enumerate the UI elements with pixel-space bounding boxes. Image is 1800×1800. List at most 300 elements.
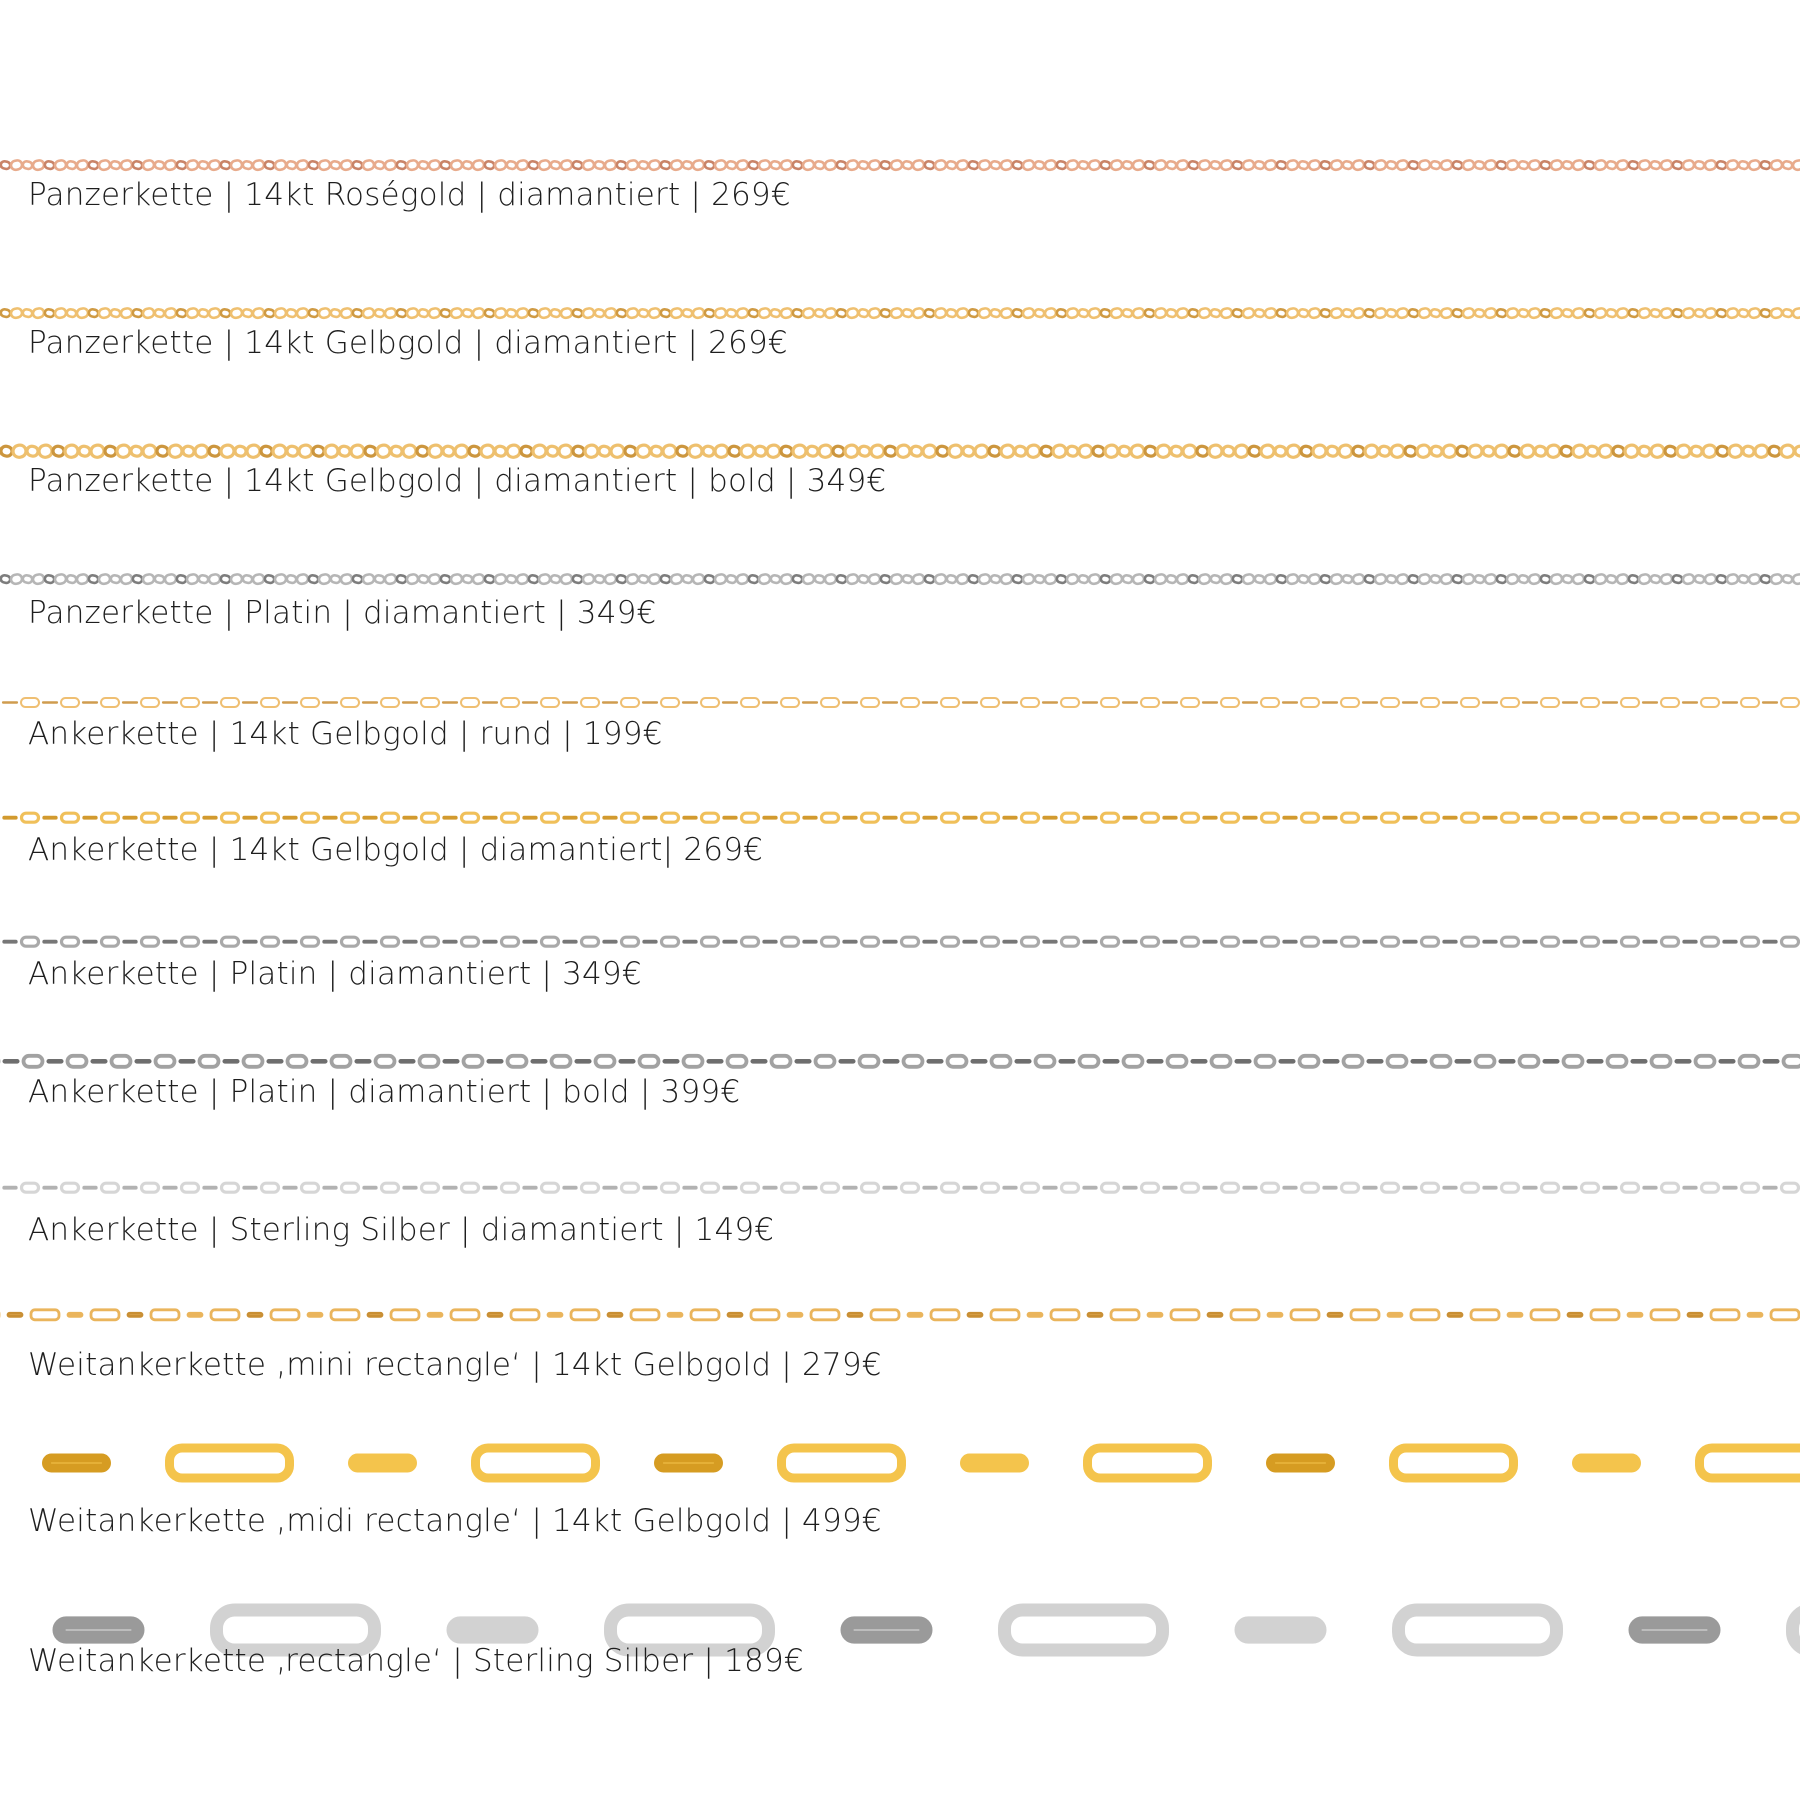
chain-link (1522, 816, 1537, 820)
chain-link (640, 1055, 659, 1066)
chain-link (1474, 160, 1485, 169)
chain-link (572, 160, 583, 169)
chain-link (1248, 445, 1261, 457)
chain-link (1650, 574, 1661, 583)
chain-link (1044, 573, 1057, 584)
chain-link (1664, 445, 1677, 457)
chain-link (222, 1183, 239, 1192)
chain-link (562, 940, 577, 944)
chain-link (962, 701, 978, 703)
chain-link (862, 937, 879, 946)
chain-link (1602, 816, 1617, 820)
chain-link (242, 574, 253, 583)
chain-link (1146, 1059, 1163, 1064)
chain-link (1388, 1313, 1402, 1316)
chain-link (1741, 698, 1759, 707)
chain-link (1454, 1059, 1471, 1064)
chain-link (242, 701, 258, 703)
chain-link (286, 160, 297, 169)
chain-link (762, 940, 777, 944)
chain-link (442, 701, 458, 703)
chain-link (838, 1059, 855, 1064)
chain-link (571, 1310, 599, 1320)
chain-link (1781, 698, 1799, 707)
chain-link (1320, 574, 1331, 583)
chain-link (631, 1310, 659, 1320)
chain-link (22, 160, 33, 169)
chain-link (1220, 159, 1233, 170)
chain-link (714, 307, 727, 318)
chain-link (594, 160, 605, 169)
chain-link (1630, 1059, 1647, 1064)
chain-link (1402, 816, 1417, 820)
chain-link (1672, 160, 1683, 169)
chain-link (702, 1183, 719, 1192)
chain-link (162, 816, 177, 820)
chain-link (1156, 444, 1171, 458)
chain-link (8, 1313, 22, 1316)
chain-link (1144, 445, 1157, 457)
chain-link (1176, 159, 1189, 170)
chain-link (261, 698, 279, 707)
chain-link (61, 698, 79, 707)
chain-link (1628, 160, 1639, 169)
chain-label: Ankerkette | 14kt Gelbgold | rund | 199€ (28, 716, 663, 752)
chain-link (780, 307, 793, 318)
chain-link (781, 698, 799, 707)
chain-link (982, 937, 999, 946)
chain-link (62, 1183, 79, 1192)
chain-link (626, 159, 639, 170)
chain-link (662, 937, 679, 946)
chain-link (1302, 1183, 1319, 1192)
chain-link (1312, 444, 1327, 458)
chain-link (704, 308, 715, 317)
chain-link (782, 1448, 902, 1478)
chain-link (342, 937, 359, 946)
chain-link (486, 1059, 503, 1064)
chain-link (1606, 574, 1617, 583)
chain-link (1606, 308, 1617, 317)
chain-link (824, 573, 837, 584)
chain-link (942, 1183, 959, 1192)
chain-link (1198, 573, 1211, 584)
chain-link (154, 308, 165, 317)
chain-label: Ankerkette | Platin | diamantiert | bold | 399€ (28, 1074, 741, 1110)
chain-link (2, 1059, 19, 1064)
chain-link (560, 159, 573, 170)
chain-link (21, 698, 39, 707)
chain-label: Ankerkette | Sterling Silber | diamantiert | 149€ (28, 1212, 775, 1248)
chain-link (462, 937, 479, 946)
chain-link (1242, 701, 1258, 703)
chain-link (882, 1059, 899, 1064)
chain-link (1564, 1055, 1583, 1066)
chain-link (82, 940, 97, 944)
chain-link (264, 308, 275, 317)
chain-link (1577, 1458, 1637, 1468)
chain-link (1672, 308, 1683, 317)
chain-link (1182, 1183, 1199, 1192)
chain-link (1411, 1310, 1439, 1320)
chain-link (1502, 937, 1519, 946)
chain-link (924, 574, 935, 583)
chain-link (1264, 159, 1277, 170)
chain-link (1452, 574, 1463, 583)
chain-link (622, 937, 639, 946)
chain-link (582, 937, 599, 946)
chain-link (662, 813, 679, 822)
chain-link (1352, 307, 1365, 318)
chain-link (440, 160, 451, 169)
chain-link (704, 160, 715, 169)
chain-link (1122, 1186, 1137, 1190)
chain-link (868, 573, 881, 584)
chain-link (1242, 940, 1257, 944)
chain-link (736, 573, 749, 584)
chain-link (912, 159, 925, 170)
chain-link (1208, 1313, 1222, 1316)
chain-link (1652, 1055, 1671, 1066)
chain-link (522, 701, 538, 703)
chain-link (741, 698, 759, 707)
chain-link (824, 159, 837, 170)
chain-link (1462, 307, 1475, 318)
chain-link (1508, 445, 1521, 457)
chain-link (1362, 816, 1377, 820)
chain-link (618, 1059, 635, 1064)
chain-link (902, 160, 913, 169)
chain-link (252, 159, 265, 170)
chain-label: Ankerkette | 14kt Gelbgold | diamantiert| 269€ (28, 832, 764, 868)
chain-link (1202, 701, 1218, 703)
chain-link (806, 445, 819, 457)
chain-link (162, 940, 177, 944)
chain-link (302, 1183, 319, 1192)
chain-link (604, 573, 617, 584)
chain-link (1182, 937, 1199, 946)
chain-link (362, 307, 375, 318)
chain-link (264, 574, 275, 583)
chain-link (981, 698, 999, 707)
chain-link (1562, 1186, 1577, 1190)
chain-link (511, 1310, 539, 1320)
chain-link (1754, 444, 1769, 458)
chain-link (1748, 307, 1761, 318)
chain-link (1584, 574, 1595, 583)
chain-link (1122, 574, 1133, 583)
chain-link (552, 1055, 571, 1066)
chain-link (602, 940, 617, 944)
chain-link (702, 445, 715, 457)
chain-link (542, 1183, 559, 1192)
chain-link (484, 160, 495, 169)
chain-link (352, 160, 363, 169)
chain-link (322, 1186, 337, 1190)
chain-link (1144, 160, 1155, 169)
chain-link (802, 940, 817, 944)
chain-link (488, 1313, 502, 1316)
chain-link (1242, 573, 1255, 584)
chain-link (1638, 307, 1651, 318)
chain-link (468, 445, 481, 457)
chain-link (962, 445, 975, 457)
chain-link (418, 308, 429, 317)
chain-link (110, 574, 121, 583)
chain-link (1582, 1183, 1599, 1192)
chain-link (1286, 159, 1299, 170)
chain-link (1190, 1059, 1207, 1064)
chain-link (1399, 1610, 1557, 1650)
chain-link (1148, 1313, 1162, 1316)
chain-link (1690, 445, 1703, 457)
chain-link (1308, 159, 1321, 170)
chain-link (740, 444, 755, 458)
chain-link (942, 813, 959, 822)
chain-link (1264, 307, 1277, 318)
chain-link (780, 573, 793, 584)
chain-link (821, 698, 839, 707)
chain-link (1792, 159, 1800, 170)
chain-link (76, 573, 89, 584)
chain-link (450, 573, 463, 584)
chain-link (1364, 574, 1375, 583)
chain-link (1484, 159, 1497, 170)
chain-link (44, 160, 55, 169)
chain-link (1082, 816, 1097, 820)
chain-link (1771, 1310, 1799, 1320)
chain-link (22, 937, 39, 946)
chain-link (1012, 160, 1023, 169)
chain-image-platin (0, 1047, 1800, 1076)
chain-link (10, 307, 23, 318)
chain-link (1782, 574, 1793, 583)
chain-link (990, 574, 1001, 583)
chain-link (142, 813, 159, 822)
chain-link (182, 813, 199, 822)
chain-link (616, 308, 627, 317)
chain-link (622, 1183, 639, 1192)
chain-link (182, 1183, 199, 1192)
chain-link (1362, 1186, 1377, 1190)
chain-link (1762, 1186, 1777, 1190)
chain-link (402, 1186, 417, 1190)
chain-link (142, 937, 159, 946)
chain-link (1462, 813, 1479, 822)
chain-link (1780, 444, 1795, 458)
chain-link (381, 698, 399, 707)
chain-link (1132, 307, 1145, 318)
chain-link (1062, 813, 1079, 822)
chain-link (934, 573, 947, 584)
chain-link (282, 701, 298, 703)
chain-link (282, 816, 297, 820)
chain-link (318, 573, 331, 584)
chain-link (0, 308, 11, 317)
chain-link (352, 574, 363, 583)
chain-link (742, 937, 759, 946)
chain-link (902, 813, 919, 822)
chain-link (22, 574, 33, 583)
chain-link (1408, 308, 1419, 317)
chain-link (42, 816, 57, 820)
chain-link (308, 574, 319, 583)
chain-link (132, 574, 143, 583)
chain-link (1210, 160, 1221, 169)
chain-link (1264, 573, 1277, 584)
chain-link (602, 701, 618, 703)
chain-link (1286, 573, 1299, 584)
chain-link (286, 308, 297, 317)
chain-link (882, 940, 897, 944)
chain-link (484, 574, 495, 583)
chain-link (1058, 1059, 1075, 1064)
chain-link (1742, 937, 1759, 946)
chain-link (1582, 937, 1599, 946)
chain-link (352, 308, 363, 317)
chain-link (1792, 307, 1800, 318)
chain-link (1342, 1183, 1359, 1192)
chain-link (402, 701, 418, 703)
chain-link (1342, 160, 1353, 169)
chain-link (76, 159, 89, 170)
chain-link (390, 445, 403, 457)
chain-link (222, 813, 239, 822)
chain-link (1540, 574, 1551, 583)
chain-link (836, 160, 847, 169)
chain-link (660, 574, 671, 583)
chain-label: Ankerkette | Platin | diamantiert | 349€ (28, 956, 642, 992)
chain-link (990, 160, 1001, 169)
chain-link (1702, 813, 1719, 822)
chain-link (308, 308, 319, 317)
chain-link (428, 1313, 442, 1316)
chain-link (1416, 444, 1431, 458)
chain-link (1726, 573, 1739, 584)
chain-link (494, 307, 507, 318)
chain-link (1282, 940, 1297, 944)
chain-link (1728, 444, 1743, 458)
chain-link (442, 940, 457, 944)
chain-link (968, 308, 979, 317)
chain-link (870, 444, 885, 458)
chain-link (472, 573, 485, 584)
chain-link (418, 574, 429, 583)
chain-link (242, 308, 253, 317)
chain-link (202, 1186, 217, 1190)
chain-link (162, 701, 178, 703)
chain-link (384, 573, 397, 584)
chain-link (122, 940, 137, 944)
chain-link (1660, 159, 1673, 170)
chain-link (376, 444, 391, 458)
chain-link (1650, 308, 1661, 317)
chain-link (1374, 159, 1387, 170)
chain-link (1088, 307, 1101, 318)
chain-link (802, 307, 815, 318)
chain-link (102, 1183, 119, 1192)
chain-link (286, 445, 299, 457)
chain-link (846, 159, 859, 170)
chain-link (1482, 701, 1498, 703)
chain-link (1682, 701, 1698, 703)
chain-link (662, 444, 677, 458)
chain-link (68, 1313, 82, 1316)
chain-link (1320, 308, 1331, 317)
chain-link (461, 698, 479, 707)
chain-link (1742, 445, 1755, 457)
chain-link (1382, 813, 1399, 822)
chain-link (1066, 159, 1079, 170)
chain-link (1002, 940, 1017, 944)
chain-link (758, 159, 771, 170)
chain-link (970, 1059, 987, 1064)
chain-link (598, 445, 611, 457)
chain-link (170, 1448, 290, 1478)
chain-link (659, 1458, 719, 1468)
chain-link (1338, 444, 1353, 458)
chain-link (772, 1055, 791, 1066)
chain-link (562, 1186, 577, 1190)
chain-link (1638, 445, 1651, 457)
chain-link (1682, 573, 1695, 584)
chain-link (1326, 445, 1339, 457)
chain-link (1562, 701, 1578, 703)
chain-link (802, 816, 817, 820)
chain-link (1762, 940, 1777, 944)
chain-link (1282, 701, 1298, 703)
chain-link (1506, 159, 1519, 170)
chain-link (440, 574, 451, 583)
chain-link (1082, 940, 1097, 944)
chain-link (1166, 574, 1177, 583)
chain-link (1012, 574, 1023, 583)
chain-link (1522, 940, 1537, 944)
chain-link (550, 308, 561, 317)
chain-link (1221, 698, 1239, 707)
chain-link (1036, 1055, 1055, 1066)
chain-link (301, 698, 319, 707)
chain-link (1502, 1183, 1519, 1192)
chain-link (502, 813, 519, 822)
chain-link (626, 307, 639, 318)
chain-link (1344, 1055, 1363, 1066)
chain-link (1770, 573, 1783, 584)
chain-link (584, 444, 599, 458)
chain-link (1608, 1055, 1627, 1066)
chain-link (594, 574, 605, 583)
chain-link (758, 307, 771, 318)
chain-link (274, 159, 287, 170)
chain-link (208, 445, 221, 457)
chain-link (1002, 1186, 1017, 1190)
chain-link (922, 701, 938, 703)
chain-link (736, 159, 749, 170)
chain-link (406, 573, 419, 584)
chain-link (936, 445, 949, 457)
chain-link (1661, 698, 1679, 707)
chain-link (428, 573, 441, 584)
chain-link (42, 940, 57, 944)
chain-link (182, 937, 199, 946)
chain-link (1628, 1313, 1642, 1316)
chain-link (1782, 1183, 1799, 1192)
chain-link (1042, 940, 1057, 944)
chain-link (142, 1183, 159, 1192)
chain-link (98, 159, 111, 170)
chain-link (422, 813, 439, 822)
chain-link (624, 445, 637, 457)
